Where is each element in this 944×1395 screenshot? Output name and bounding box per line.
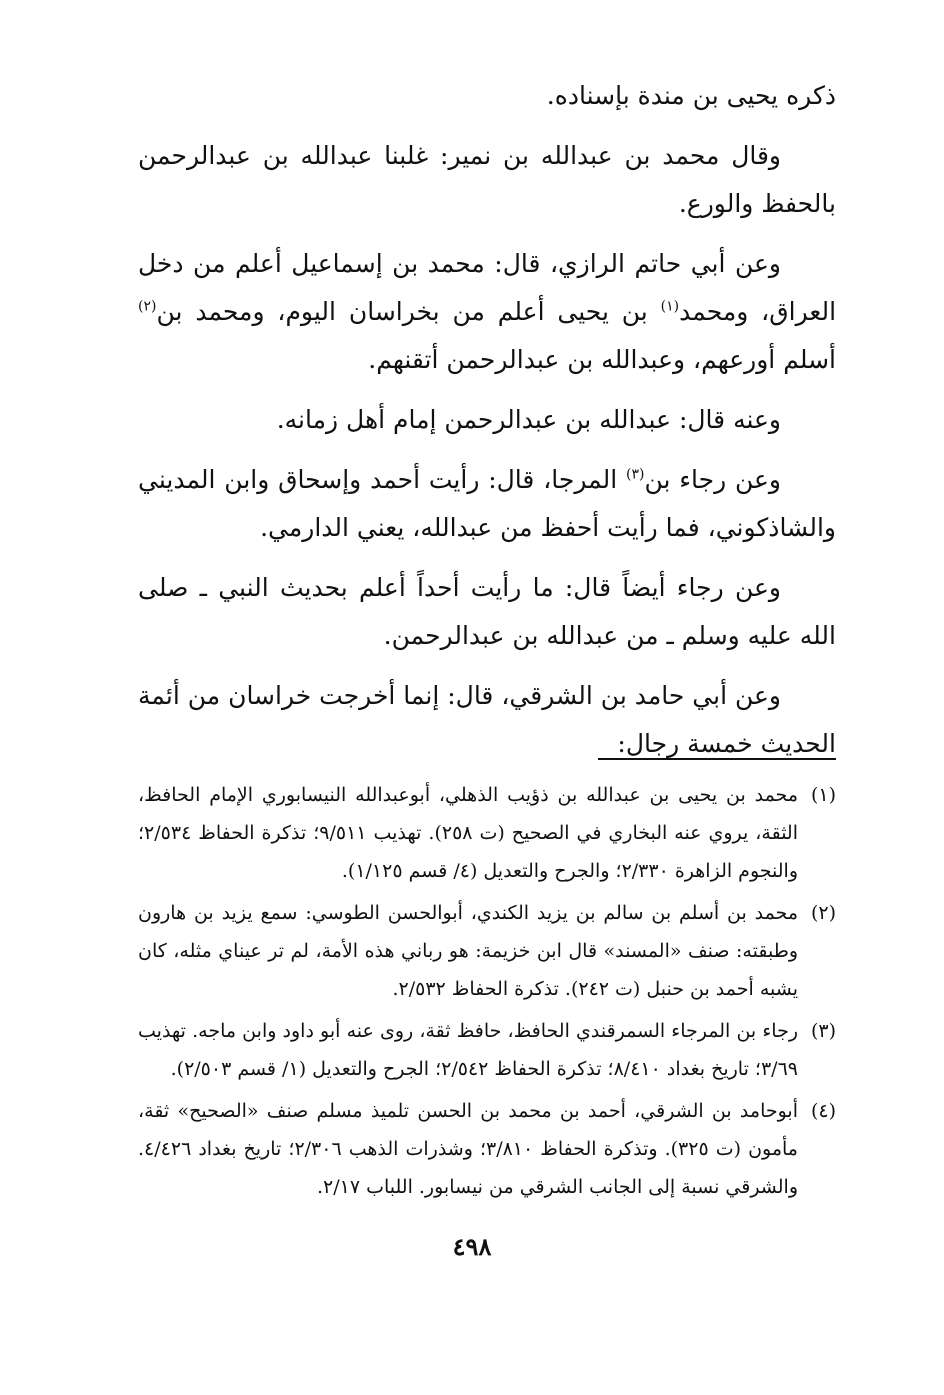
paragraph-text: بن يحيى أعلم من بخراسان اليوم، ومحمد بن <box>156 297 661 326</box>
footnote <box>138 1092 836 1206</box>
footnote-text: أبوحامد بن الشرقي، أحمد بن محمد بن الحسن تلميذ مسلم صنف «الصحيح» ثقة، مأمون (ت ٣٢٥). وتذكرة الحفاظ ٣/٨١٠؛ وشذرات الذهب ٢/٣٠٦؛ تاريخ بغداد ٤/٤٢٦. والشرقي نسبة إلى الجانب الشرقي من نيسابور. اللباب ٢/١٧. <box>138 1100 798 1198</box>
paragraph <box>138 456 836 552</box>
paragraph-text: وعن رجاء بن <box>644 465 781 494</box>
footnote <box>138 894 836 1008</box>
paragraph: وعن أبي حامد بن الشرقي، قال: إنما أخرجت خراسان من أئمة الحديث خمسة رجال: <box>138 681 836 758</box>
paragraph-text: المرجا، قال: رأيت أحمد وإسحاق وابن المديني والشاذكوني، فما رأيت أحفظ من عبدالله، يعني الدارمي. <box>138 465 836 542</box>
footnote <box>138 776 836 890</box>
paragraph-text: أسلم أورعهم، وعبدالله بن عبدالرحمن أتقنهم. <box>368 345 836 374</box>
paragraph-text: وعن أبي حاتم الرازي، قال: محمد بن إسماعيل أعلم من دخل العراق، ومحمد <box>138 249 837 326</box>
footnote-number: (٢) <box>810 902 836 924</box>
footnote-number: (٤) <box>810 1100 836 1122</box>
footnotes <box>138 776 836 1210</box>
paragraph: وعنه قال: عبدالله بن عبدالرحمن إمام أهل زمانه. <box>276 405 781 434</box>
footnote-number: (١) <box>810 784 836 806</box>
footnote-ref-3[interactable]: (٣) <box>625 466 645 483</box>
footnote-separator <box>598 758 836 760</box>
footnote-ref-2[interactable]: (٢) <box>138 298 157 315</box>
footnote-text: محمد بن يحيى بن عبدالله بن ذؤيب الذهلي، أبوعبدالله النيسابوري الإمام الحافظ، الثقة، يروي عنه البخاري في الصحيح (ت ٢٥٨). تهذيب ٩/٥١١؛ تذكرة الحفاظ ٢/٥٣٤؛ والنجوم الزاهرة ٢/٣٣٠؛ والجرح والتعديل (٤/ قسم ١/١٢٥). <box>138 784 799 882</box>
footnote-text: محمد بن أسلم بن سالم بن يزيد الكندي، أبوالحسن الطوسي: سمع يزيد بن هارون وطبقته: صنف «المسند» قال ابن خزيمة: هو رباني هذه الأمة، لم تر عيناي مثله، كان يشبه أحمد بن حنبل (ت ٢٤٢). تذكرة الحفاظ ٢/٥٣٢. <box>138 902 798 1000</box>
footnote <box>138 1012 836 1088</box>
paragraph: وعن رجاء أيضاً قال: ما رأيت أحداً أعلم بحديث النبي ـ صلى الله عليه وسلم ـ من عبدالله بن عبدالرحمن. <box>138 573 836 650</box>
paragraph <box>138 240 836 384</box>
main-text <box>138 72 836 780</box>
footnote-number: (٣) <box>810 1020 836 1042</box>
paragraph: وقال محمد بن عبدالله بن نمير: غلبنا عبدالله بن عبدالرحمن بالحفظ والورع. <box>138 141 836 218</box>
page-number: ٤٩٨ <box>452 1232 492 1261</box>
paragraph: ذكره يحيى بن مندة بإسناده. <box>546 81 836 110</box>
footnote-text: رجاء بن المرجاء السمرقندي الحافظ، حافظ ثقة، روى عنه أبو داود وابن ماجه. تهذيب ٣/٦٩؛ تاريخ بغداد ٨/٤١٠؛ تذكرة الحفاظ ٢/٥٤٢؛ الجرح والتعديل (١/ قسم ٢/٥٠٣). <box>138 1020 798 1080</box>
footnote-ref-1[interactable]: (١) <box>660 298 680 315</box>
